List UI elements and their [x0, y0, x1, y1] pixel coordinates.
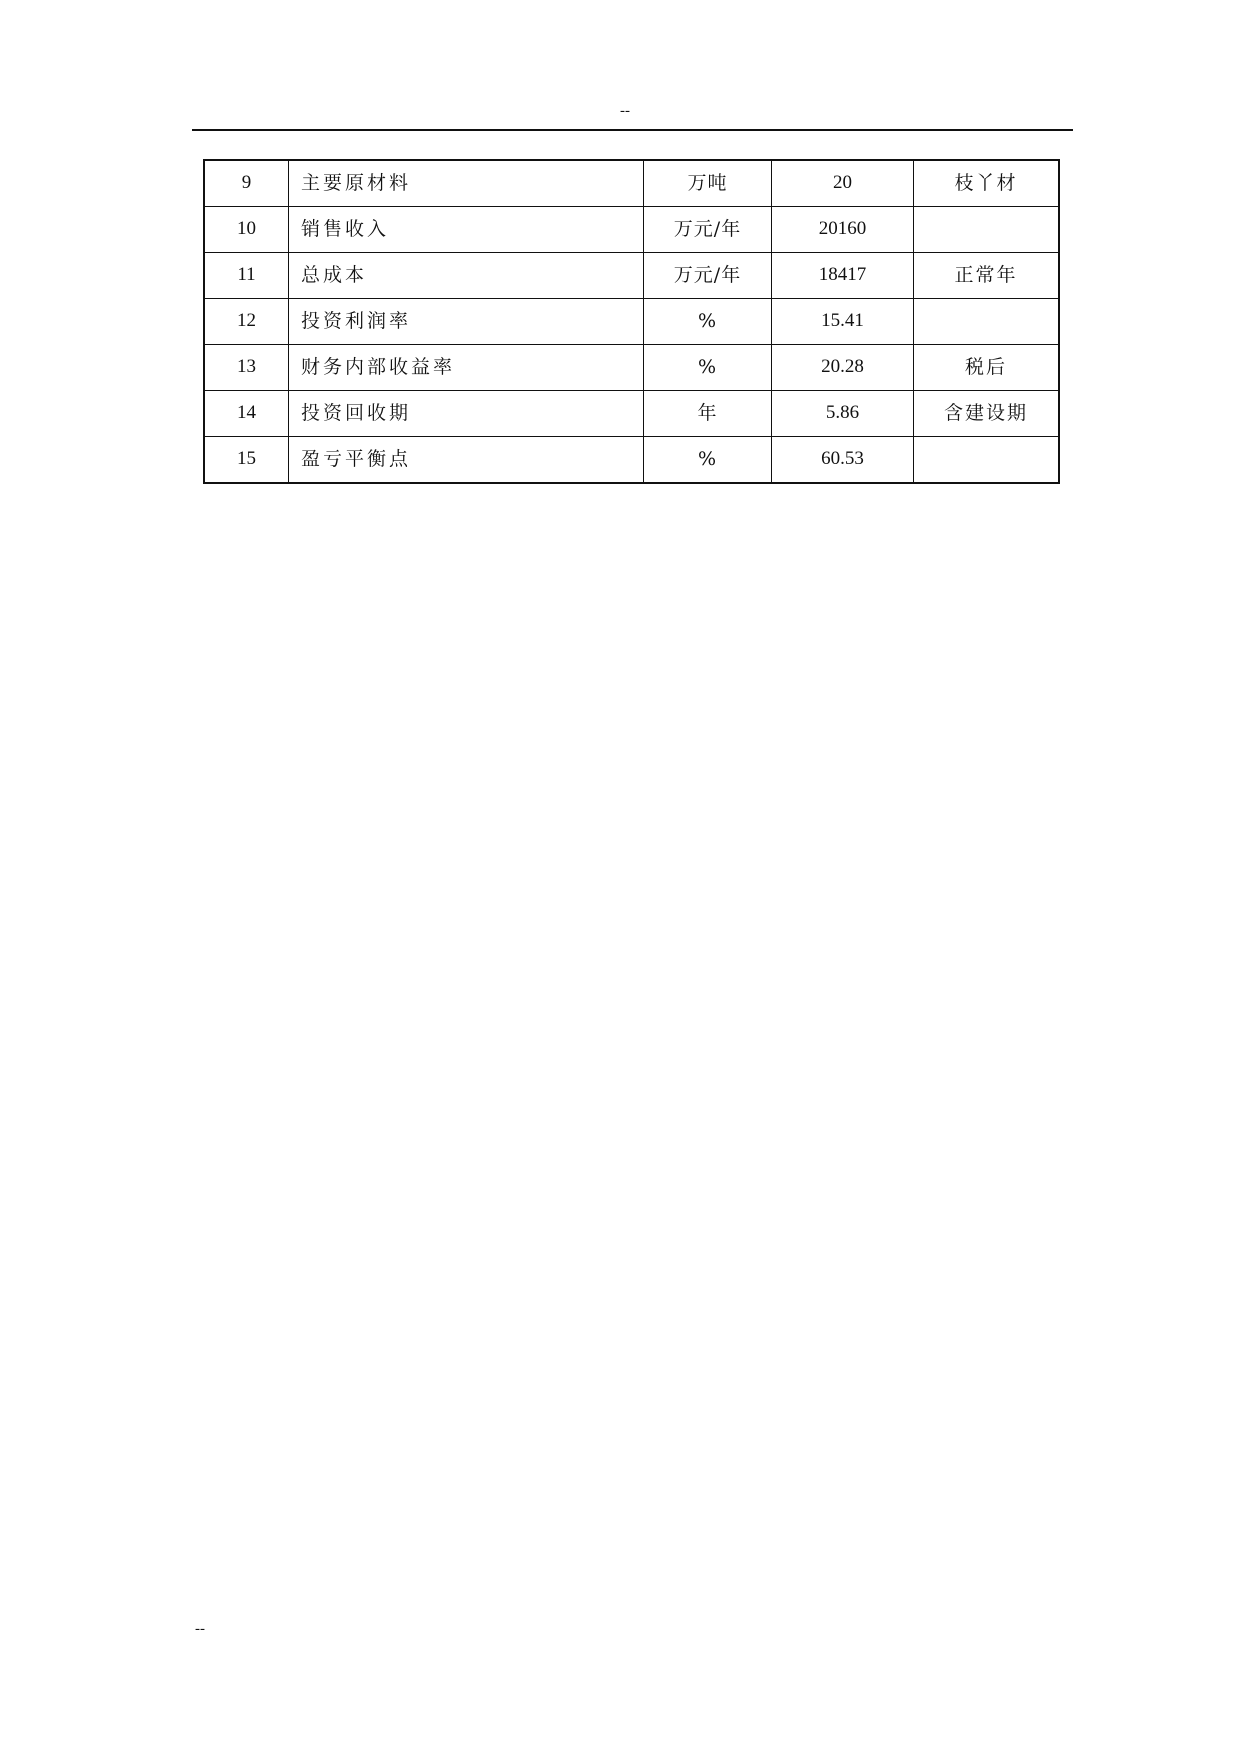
table-row [204, 253, 1059, 299]
item-note [914, 299, 1060, 345]
item-name: 主要原材料 [289, 160, 644, 207]
item-note: 税后 [914, 345, 1060, 391]
table-row [204, 437, 1059, 484]
table-row [204, 391, 1059, 437]
project-parameters-table [203, 159, 1060, 484]
item-value: 60.53 [772, 437, 914, 484]
item-value: 15.41 [772, 299, 914, 345]
item-name: 投资回收期 [289, 391, 644, 437]
row-number: 14 [204, 391, 289, 437]
page-footer-mark: -- [195, 1621, 205, 1637]
row-number: 12 [204, 299, 289, 345]
item-unit: 万吨 [644, 160, 772, 207]
row-number: 11 [204, 253, 289, 299]
item-value: 5.86 [772, 391, 914, 437]
item-name: 投资利润率 [289, 299, 644, 345]
header-rule [192, 129, 1073, 131]
item-unit: 万元/年 [644, 207, 772, 253]
item-value: 18417 [772, 253, 914, 299]
row-number: 9 [204, 160, 289, 207]
item-value: 20 [772, 160, 914, 207]
item-note [914, 437, 1060, 484]
row-number: 10 [204, 207, 289, 253]
item-name: 盈亏平衡点 [289, 437, 644, 484]
item-name: 总成本 [289, 253, 644, 299]
item-note: 正常年 [914, 253, 1060, 299]
item-name: 财务内部收益率 [289, 345, 644, 391]
item-note: 含建设期 [914, 391, 1060, 437]
table-row [204, 345, 1059, 391]
table-row [204, 207, 1059, 253]
item-unit: % [644, 345, 772, 391]
item-unit: 万元/年 [644, 253, 772, 299]
item-name: 销售收入 [289, 207, 644, 253]
table-row [204, 160, 1059, 207]
page-header-mark: -- [620, 103, 630, 119]
item-unit: % [644, 299, 772, 345]
table-row [204, 299, 1059, 345]
item-note [914, 207, 1060, 253]
row-number: 15 [204, 437, 289, 484]
item-unit: 年 [644, 391, 772, 437]
item-note: 枝丫材 [914, 160, 1060, 207]
item-unit: % [644, 437, 772, 484]
row-number: 13 [204, 345, 289, 391]
item-value: 20160 [772, 207, 914, 253]
item-value: 20.28 [772, 345, 914, 391]
